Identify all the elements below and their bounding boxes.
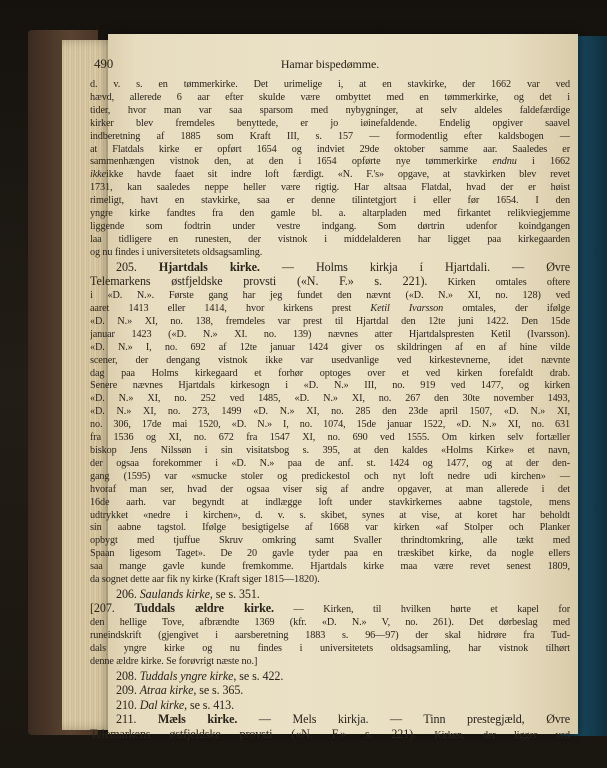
text-line: fra 1536 og XI, no. 672 fra 1547 XI, no. 690 ved 1555. Om kirken selv fortæller [90, 432, 570, 444]
entry-heading: 211. Mæls kirke. — Mels kirkja. — Tinn prestegjæld, Øvre [116, 712, 570, 727]
page-number: 490 [94, 56, 114, 71]
entry-name: Tuddals yngre kirke [139, 668, 234, 683]
page-header [90, 58, 570, 77]
text-line: udtrykket «nedre i kirchen», d. v. s. skibet, synes at vise, at koret har beholdt [90, 509, 570, 521]
text-line: denne ældre kirke. Se forøvrigt næste no.] [90, 656, 258, 668]
text-line: no. 306, 17de mai 1520, «D. N.» I, no. 1074, 15de januar 1522, «D. N.» XI, no. 631 [90, 419, 570, 431]
text-line: indberetning af 1885 som Kraft III, s. 157 — formodentlig efter kaldsbogen — [90, 130, 570, 142]
entry-name: Hjartdals kirke. [158, 259, 260, 274]
entry-name: Dal kirke [139, 697, 185, 712]
text-line: «D. N.» XI, no. 252 ved 1485, «D. N.» XI, no. 267 den 30te november 1493, [90, 393, 570, 405]
paragraph-flatdal [90, 79, 570, 260]
entry-name: Tuddals ældre kirke. [134, 601, 274, 616]
entry-heading: 209. Atraa kirke, se s. 365. [116, 683, 244, 698]
text-line: Telemarkens østfjeldske provsti («N. F.» s. 221). Kirken omtales oftere [90, 274, 570, 289]
entry-207-tuddal-older [90, 601, 570, 669]
entry-211-mael [90, 712, 570, 742]
entry-206-sauland [90, 587, 570, 602]
entry-205-hjartdal [90, 260, 570, 587]
text-line: at Flatdals kirke er opført 1654 og indviet 29de oktober samme aar. Saaledes er [90, 143, 570, 155]
italic-word: ikke [90, 169, 106, 181]
entry-name: Saulands kirke [139, 586, 210, 601]
entry-208-tuddal-younger [90, 669, 570, 684]
text-line: sin aabne tagstol. Ifølge besigtigelse af 1668 var kirken «af Stolper och Planker [90, 522, 570, 534]
text-line: biskop Jens Nilssøn i sin visitatsbog s. 395, at den kaldes «Holms Kirke» et navn, [90, 444, 570, 456]
text-line: laa tidligere en runesten, der vistnok i middelalderen har ligget paa kirkegaarden [90, 233, 570, 245]
text-line: d. v. s. en tømmerkirke. Det urimelige i, at en stavkirke, der 1662 var ved [90, 79, 570, 90]
text-line: saa mange gavle kunde fremkomme. Hjartdals kirke maa være revet senest 1809, [90, 561, 570, 573]
text-line: ikkeikke havde faaet sit indre loft færdigt. «N. F.'s» opgave, at stavkirken blev revet [90, 169, 570, 181]
entry-heading: 206. Saulands kirke, se s. 351. [116, 586, 260, 601]
text-line: Telemarkens østfjeldske provsti («N. F.» s. 221). Kirken, der ligger ved [90, 726, 570, 741]
text-line: hvoraf man ser, hvad der ogsaa viser sig af andre opgaver, at man allerede i det [90, 483, 570, 495]
text-line: scener, der dengang vistnok ikke var usedvanlige ved kirkestevnerne, idet nævnte [90, 354, 570, 366]
text-line: kirker blev fremdeles benyttede, er jo iøinefaldende. Endelig opgiver saavel [90, 117, 570, 129]
entry-name: Atraa kirke [139, 683, 194, 698]
text-line: da sognet dette aar fik ny kirke (Kraft siger 1815—1820). [90, 574, 320, 586]
text-line: Spaan ligesom Taget». De 20 gavle tyder paa en træskibet kirke, da nogle ellers [90, 548, 570, 560]
entry-name: Mæls kirke. [157, 712, 238, 727]
entry-heading: [207. Tuddals ældre kirke. — Kirken, til hvilken hørte et kapel for [90, 601, 570, 616]
text-line: aaret 1413 eller 1414, hvor kirkens prest Ketil Ivarsson omtales, der ifølge [90, 303, 570, 314]
text-line: 16de aarh. var begyndt at indlægge loft under stavkirkernes aabne tagstole, mens [90, 496, 570, 508]
text-line: 1731, kan saaledes neppe heller være rigtig. Har altsaa Flatdal, hvad der er høist [90, 182, 570, 194]
text-line: yngre kirke fandtes fra den gamle bl. a. altarpladen med firkantet relikviegjemme [90, 208, 570, 220]
entry-heading: 208. Tuddals yngre kirke, se s. 422. [116, 668, 284, 683]
text-line: rimeligt, havt en stavkirke, saa er denne tilintetgjort i eller før 1654. I den [90, 195, 570, 207]
text-line: den hellige Tove, afbrændte 1369 (kfr. «D. N.» V, no. 261). Det dørbeslag med [90, 617, 570, 629]
text-line: runeindskrift (gjengivet i aarsberetning 1883 s. 96—97) der skal hidrøre fra Tud- [90, 630, 570, 642]
text-line: gang (1595) var «smucke stoler og predickestol och nyt loft nedre udi kirchen» — [90, 470, 570, 482]
entry-heading: 205. Hjartdals kirke. — Holms kirkja í Hjartdali. — Øvre [116, 259, 570, 274]
text-line: liggende som fodtrin under vestre indgang. Som dørtrin udenfor koindgangen [90, 220, 570, 232]
text-line: hævd, allerede 6 aar efter skulde være ombyttet med en tømmerkirke, og det i [90, 91, 570, 103]
text-line: opbygt med tjuffue Skruv omkring samt Svaller thrindtomkring, alle tækt med [90, 535, 570, 547]
text-line: «D. N.» I, no. 692 af 12te januar 1424 giver os skildringen af en af hine vilde [90, 341, 570, 353]
page-text [90, 58, 570, 743]
entry-heading: 210. Dal kirke, se s. 413. [116, 697, 235, 712]
text-line: tider, hvor man var saa sparsom med nybygninger, at selv aldeles faldefærdige [90, 104, 570, 116]
entry-210-dal [90, 698, 570, 713]
entry-209-atraa [90, 683, 570, 698]
italic-name: Ketil Ivarsson [370, 303, 444, 314]
text-line: dals yngre kirke og nu findes i universitetets oldsagsamling, har vistnok tilhørt [90, 643, 570, 655]
text-line: og nu findes i universitetets oldsagsamling. [90, 246, 263, 258]
text-line: Senere nævnes Hjartdals kirkesogn i «D. N.» III, no. 919 ved 1477, og kirken [90, 380, 570, 392]
text-line: dag paa Holms kirkegaard et forhør optoges over et ved kirken forefaldt drab. [90, 367, 570, 379]
italic-word: endnu [492, 156, 517, 168]
text-line: i «D. N.». Første gang har jeg fundet den nævnt («D. N.» XI, no. 128) ved [90, 290, 570, 302]
running-title: Hamar bispedømme. [280, 57, 380, 71]
text-line: sammenhængen vistnok den, at den i 1654 opførte nye tømmerkirke endnu i 1662 [90, 156, 570, 168]
text-line: januar 1423 («D. N.» XI. no. 139) nævnes atter Hjartdalspresten Ketil (Ivarsson). [90, 328, 570, 340]
text-line: «D. N.» XI, no. 273, 1499 «D. N.» XI, no. 285 den 23de april 1507, «D. N.» XI, [90, 406, 570, 418]
text-line: der ogsaa forekommer i «D. N.» paa de anf. st. 1424 og 1477, og at der den- [90, 457, 570, 469]
text-line: «D. N.» XI, no. 138, fremdeles var prest til Hjartdal den 12te juni 1422. Den 15de [90, 315, 570, 327]
